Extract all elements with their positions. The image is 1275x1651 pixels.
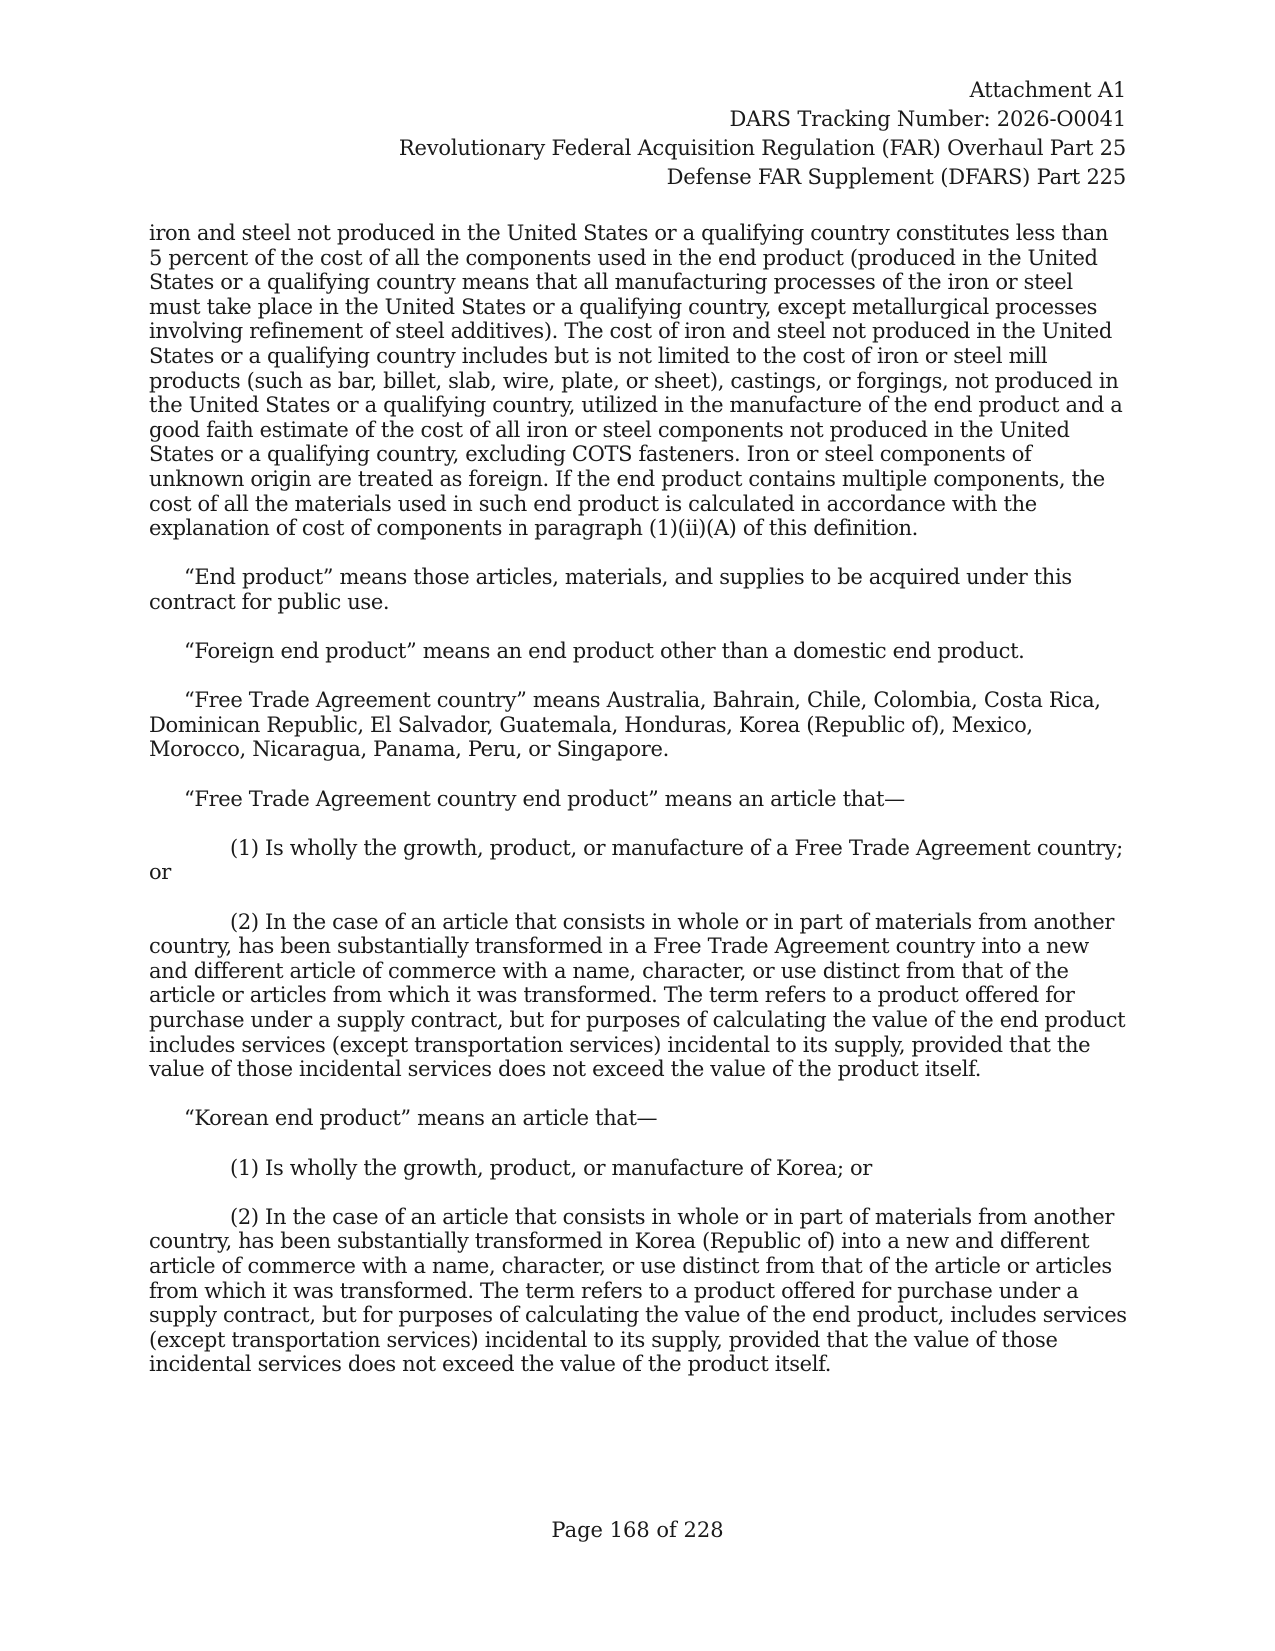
definition-foreign-end-product: “Foreign end product” means an end product other than a domestic end product. xyxy=(184,639,1025,664)
korean-item-1: (1) Is wholly the growth, product, or manufacture of Korea; or xyxy=(230,1155,872,1180)
tracking-number: DARS Tracking Number: 2026-O0041 xyxy=(729,107,1126,131)
fta-item-1: (1) Is wholly the growth, product, or manufacture of a Free Trade Agreement country; or xyxy=(149,835,1123,885)
definition-fta-country: “Free Trade Agreement country” means Australia, Bahrain, Chile, Colombia, Costa Rica, Dominican Republic, El Salvador, Guatemala, Honduras, Korea (Republic of), Mexico, Morocco, Nicaragua, Panama, Peru, or Singapore. xyxy=(149,688,1101,762)
document-body xyxy=(149,221,1127,1402)
far-part-title: Revolutionary Federal Acquisition Regulation (FAR) Overhaul Part 25 xyxy=(398,136,1126,160)
definition-fta-country-end-product: “Free Trade Agreement country end product” means an article that— xyxy=(184,786,905,811)
definition-end-product: “End product” means those articles, materials, and supplies to be acquired under this contract for public use. xyxy=(149,565,1072,614)
korean-item-2: (2) In the case of an article that consists in whole or in part of materials from another country, has been substantially transformed in Korea (Republic of) into a new and different article of commerce with a name, character, or use distinct from that of the article or articles from which it was transformed. The term refers to a product offered for purchase under a supply contract, but for purposes of calculating the value of the end product, includes services (except transportation services) incidental to its supply, provided that the value of those incidental services does not exceed the value of the product itself. xyxy=(149,1204,1127,1377)
dfars-part-title: Defense FAR Supplement (DFARS) Part 225 xyxy=(666,165,1126,189)
attachment-label: Attachment A1 xyxy=(969,78,1126,102)
page-number: Page 168 of 228 xyxy=(551,1518,724,1542)
continued-paragraph: iron and steel not produced in the United States or a qualifying country constitutes less than 5 percent of the cost of all the components used in the end product (produced in the United States or a qualifying country means that all manufacturing processes of the iron or steel must take place in the United States or a qualifying country, except metallurgical processes involving refinement of steel additives). The cost of iron and steel not produced in the United States or a qualifying country includes but is not limited to the cost of iron or steel mill products (such as bar, billet, slab, wire, plate, or sheet), castings, or forgings, not produced in the United States or a qualifying country, utilized in the manufacture of the end product and a good faith estimate of the cost of all iron or steel components not produced in the United States or a qualifying country, excluding COTS fasteners. Iron or steel components of unknown origin are treated as foreign. If the end product contains multiple components, the cost of all the materials used in such end product is calculated in accordance with the explanation of cost of components in paragraph (1)(ii)(A) of this definition. xyxy=(149,221,1123,541)
definition-korean-end-product: “Korean end product” means an article that— xyxy=(184,1106,658,1131)
document-header xyxy=(399,76,1126,192)
fta-item-2: (2) In the case of an article that consists in whole or in part of materials from another country, has been substantially transformed in a Free Trade Agreement country into a new and different article of commerce with a name, character, or use distinct from that of the article or articles from which it was transformed. The term refers to a product offered for purchase under a supply contract, but for purposes of calculating the value of the end product includes services (except transportation services) incidental to its supply, provided that the value of those incidental services does not exceed the value of the product itself. xyxy=(149,909,1126,1082)
